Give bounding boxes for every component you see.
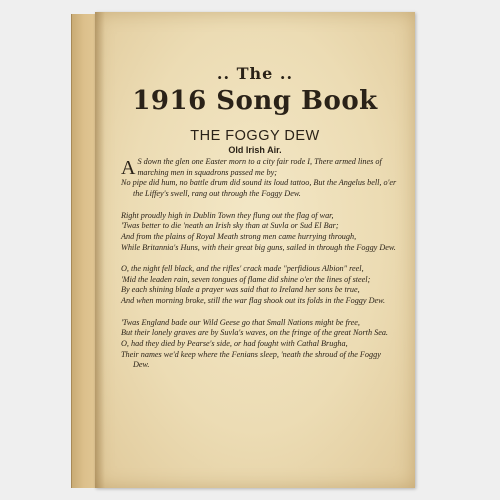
lyric-line: And when morning broke, still the war flag shook out its folds in the Foggy Dew. xyxy=(121,296,386,306)
lyric-line: 'Twas better to die 'neath an Irish sky than at Suvla or Sud El Bar; xyxy=(121,221,339,231)
verse-4 xyxy=(121,318,399,372)
lyric-line: By each shining blade a prayer was said that to Ireland her sons be true, xyxy=(121,285,360,295)
lyric-line: But their lonely graves are by Suvla's waves, on the fringe of the great North Sea. xyxy=(121,328,388,338)
song-subtitle: Old Irish Air. xyxy=(228,145,282,155)
lyric-line: No pipe did hum, no battle drum did sound its loud tattoo, But the Angelus bell, o'er the Liffey's swell, rang out through the Foggy Dew. xyxy=(121,178,397,199)
verse-2 xyxy=(121,211,399,254)
lyric-line: And from the plains of Royal Meath strong men came hurrying through, xyxy=(121,231,357,241)
book-page xyxy=(95,12,415,488)
verse-1 xyxy=(121,157,399,200)
lyric-line: O, the night fell black, and the rifles' crack made "perfidious Albion" reel, xyxy=(121,264,364,273)
song-title: THE FOGGY DEW xyxy=(190,128,320,144)
lyric-line: 'Twas England bade our Wild Geese go that Small Nations might be free, xyxy=(121,317,360,327)
lyric-line: O, had they died by Pearse's side, or had fought with Cathal Brugha, xyxy=(121,338,348,348)
lyric-line: Their names we'd keep where the Fenians sleep, 'neath the shroud of the Foggy Dew. xyxy=(121,349,381,370)
lyric-line: 'Mid the leaden rain, seven tongues of flame did shine o'er the lines of steel; xyxy=(121,274,371,284)
verse-3 xyxy=(121,264,399,307)
book-title: 1916 Song Book xyxy=(132,86,378,116)
spine-shadow xyxy=(95,12,105,488)
lyric-line: While Britannia's Huns, with their great big guns, sailed in through the Foggy Dew. xyxy=(121,242,396,252)
song-lyrics xyxy=(121,157,399,382)
drop-cap: A xyxy=(121,157,136,179)
lyric-line: Right proudly high in Dublin Town they flung out the flag of war, xyxy=(121,210,334,220)
lyric-line: A S down the glen one Easter morn to a city fair rode I, There armed lines of marching men in squadrons passed me by; xyxy=(121,157,382,179)
book-pretitle: .. The .. xyxy=(216,64,294,83)
